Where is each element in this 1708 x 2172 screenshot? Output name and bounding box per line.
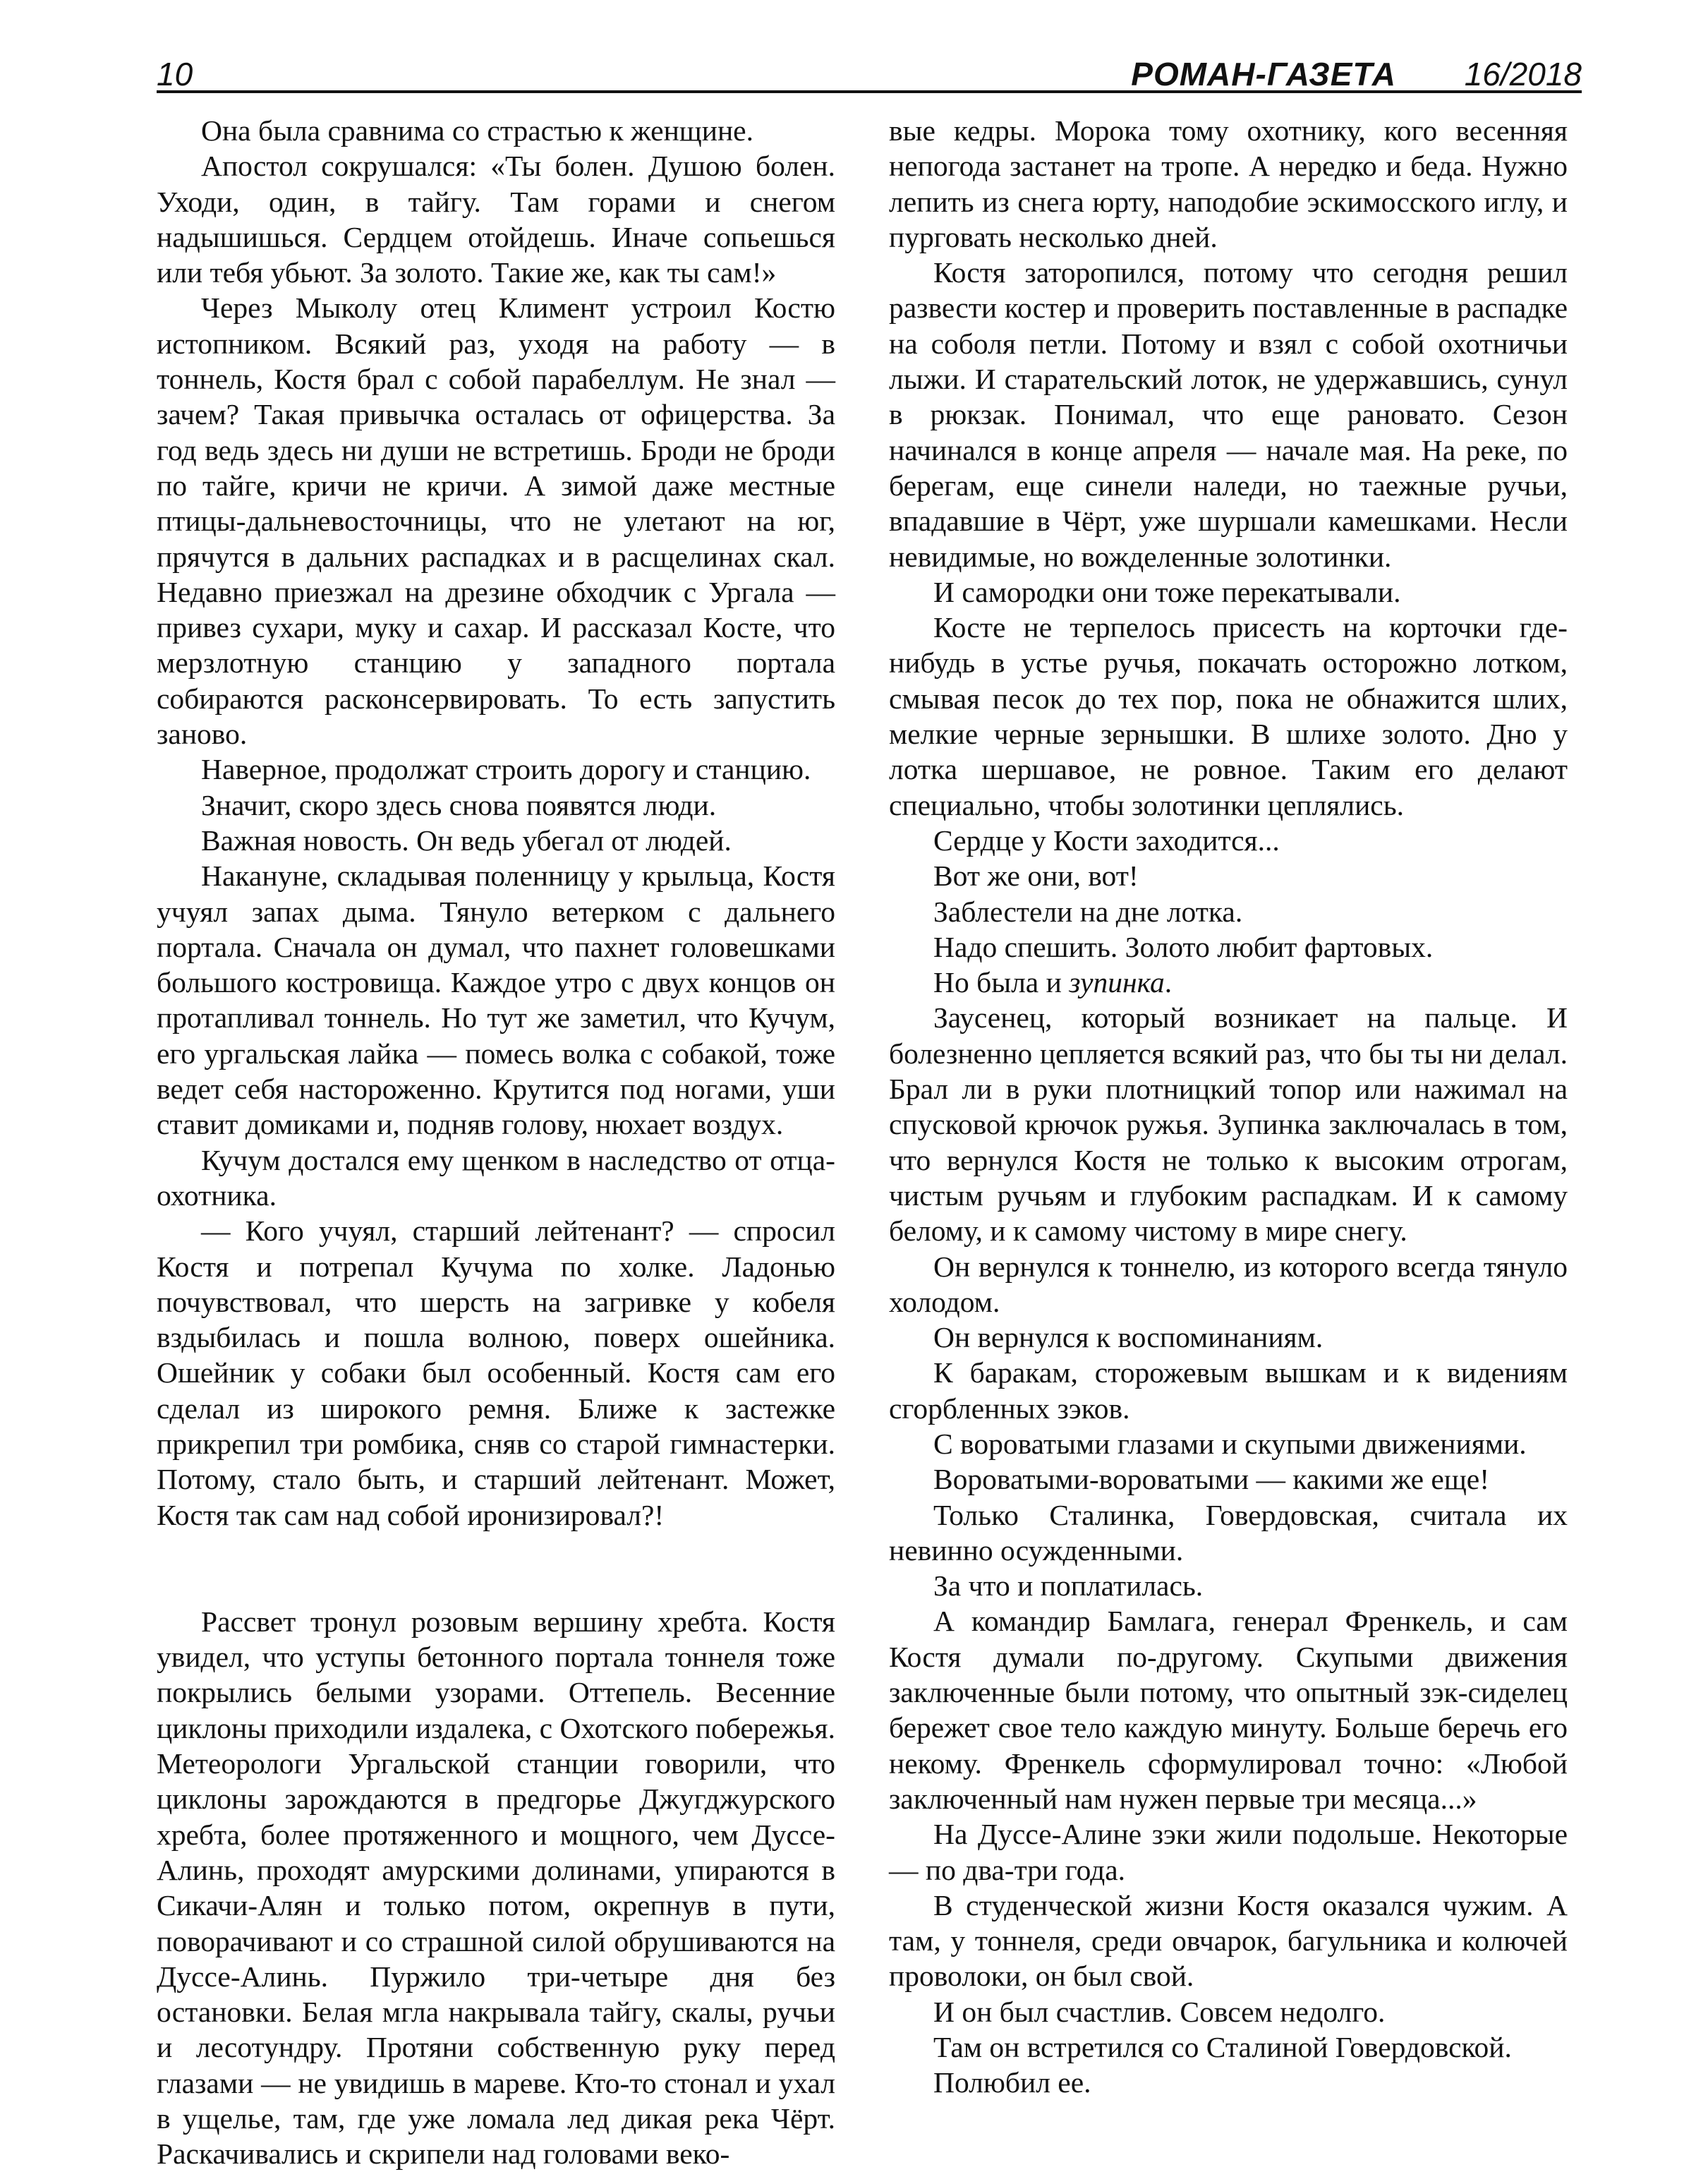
paragraph: Но была и зупинка. — [933, 966, 1173, 999]
issue-number: 16/2018 — [1464, 56, 1582, 92]
section-break — [157, 1533, 835, 1604]
paragraph: Заусенец, который возникает на пальце. И болезненно цепляется всякий раз, что бы ты ни делал. Брал ли в руки плотницкий топор или нажимал на спусковой крючок ружья. Зупинка заключалась в том, что вернулся Костя не только к высоким отрогам, чистым ручьям и глубоким распадкам. И к самому белому, и к самому чистому в мире снегу. — [889, 1001, 1568, 1248]
paragraph: За что и поплатилась. — [933, 1569, 1204, 1603]
italic-term: зупинка — [1069, 966, 1165, 999]
paragraph: Надо спешить. Золото любит фартовых. — [933, 930, 1434, 963]
paragraph: Важная новость. Он ведь убегал от людей. — [201, 823, 732, 857]
paragraph: Апостол сокрушался: «Ты болен. Душою болен. Уходи, один, в тайгу. Там горами и снегом надышишься. Сердцем отойдешь. Иначе сопьешься или тебя убьют. За золото. Такие же, как ты сам!» — [157, 150, 835, 289]
paragraph: Он вернулся к тоннелю, из которого всегда тянуло холодом. — [889, 1250, 1568, 1318]
paragraph: Полюбил ее. — [933, 2066, 1091, 2099]
paragraph: — Кого учуял, старший лейтенант? — спросил Костя и потрепал Кучума по холке. Ладонью почувствовал, что шерсть на загривке у кобеля вздыбилась и пошла волною, поверх ошейника. Ошейник у собаки был особенный. Костя сам его сделал из широкого ремня. Ближе к застежке прикрепил три ромбика, сняв со старой гимнастерки. Потому, стало быть, и старший лейтенант. Может, Костя так сам над собой иронизировал?! — [157, 1214, 835, 1531]
paragraph: Костя заторопился, потому что сегодня решил развести костер и проверить поставленные в распадке на соболя петли. Потому и взял с собой охотничьи лыжи. И старательский лоток, не удержавшись, сунул в рюкзак. Понимал, что еще рановато. Сезон начинался в конце апреля — начале мая. На реке, по берегам, еще синели наледи, но таежные ручьи, впадавшие в Чёрт, уже шуршали камешками. Несли невидимые, но вожделенные золотинки. — [889, 256, 1568, 573]
paragraph: С вороватыми глазами и скупыми движениями. — [933, 1427, 1527, 1460]
paragraph: Только Сталинка, Говердовская, считала их невинно осужденными. — [889, 1498, 1568, 1567]
paragraph: Он вернулся к воспоминаниям. — [933, 1321, 1324, 1354]
paragraph: Значит, скоро здесь снова появятся люди. — [201, 788, 717, 821]
paragraph: Через Мыколу отец Климент устроил Костю истопником. Всякий раз, уходя на работу — в тоннель, Костя брал с собой парабеллум. Не знал — зачем? Такая привычка осталась от офицерства. За год ведь здесь ни души не встретишь. Броди не броди по тайге, кричи не кричи. А зимой даже местные птицы-дальневосточницы, что не улетают на юг, прячутся в дальних распадках и в расщелинах скал. Недавно приезжал на дрезине обходчик с Ургала — привез сухари, муку и сахар. И рассказал Косте, что мерзлотную станцию у западного портала собираются расконсервировать. То есть запустить заново. — [157, 291, 835, 751]
paragraph: Наверное, продолжат строить дорогу и станцию. — [201, 753, 811, 786]
paragraph-continued: вые кедры. Морока тому охотнику, кого весенняя непогода застанет на тропе. А нередко и беда. Нужно лепить из снега юрту, наподобие эскимосского иглу, и пурговать несколько дней. — [889, 114, 1568, 253]
paragraph: Там он встретился со Сталиной Говердовской. — [933, 2031, 1512, 2064]
paragraph: Косте не терпелось присесть на корточки где-нибудь в устье ручья, покачать осторожно лотком, смывая песок до тех пор, пока не обнажится шлих, мелкие черные зернышки. В шлихе золото. Дно у лотка шершавое, не ровное. Таким его делают специально, чтобы золотинки цеплялись. — [889, 611, 1568, 821]
paragraph: Она была сравнима со страстью к женщине. — [201, 114, 753, 147]
paragraph: В студенческой жизни Костя оказался чужим. А там, у тоннеля, среди овчарок, багульника и колючей проволоки, он был свой. — [889, 1888, 1568, 1993]
paragraph: На Дуссе-Алине зэки жили подольше. Некоторые — по два-три года. — [889, 1818, 1568, 1886]
header-rule — [157, 90, 1582, 93]
paragraph: К баракам, сторожевым вышкам и к видениям сгорбленных зэков. — [889, 1356, 1568, 1425]
paragraph: Заблестели на дне лотка. — [933, 895, 1243, 928]
page-number: 10 — [157, 56, 193, 92]
paragraph: Рассвет тронул розовым вершину хребта. Костя увидел, что уступы бетонного портала тоннеля тоже покрылись белыми узорами. Оттепель. Весенние циклоны приходили издалека, с Охотского побережья. Метеорологи Ургальской станции говорили, что циклоны зарождаются в предгорье Джугджурского хребта, более протяженного и мощного, чем Дуссе-Алинь, проходят амурскими долинами, упираются в Сикачи-Алян и только потом, окрепнув в пути, поворачивают и со страшной силой обрушиваются на Дуссе-Алинь. Пуржило три-четыре дня без остановки. Белая мгла накрывала тайгу, скалы, ручьи и лесотундру. Протяни собственную руку перед глазами — не увидишь в мареве. Кто-то стонал и ухал в ущелье, там, где уже ломала лед дикая река Чёрт. Раскачивались и скрипели над головами веко- — [157, 1605, 835, 2171]
paragraph: Вот же они, вот! — [933, 859, 1139, 893]
paragraph: И самородки они тоже перекатывали. — [933, 575, 1401, 608]
paragraph: Кучум достался ему щенком в наследство от отца-охотника. — [157, 1143, 835, 1212]
paragraph: И он был счастлив. Совсем недолго. — [933, 1995, 1386, 2028]
left-column — [157, 113, 835, 2172]
paragraph: Сердце у Кости заходится... — [933, 823, 1280, 857]
paragraph: Вороватыми-вороватыми — какими же еще! — [933, 1463, 1490, 1496]
publication-title: РОМАН-ГАЗЕТА — [1131, 56, 1396, 92]
page-header — [157, 55, 1582, 93]
paragraph: А командир Бамлага, генерал Френкель, и сам Костя думали по-другому. Скупыми движения заключенные были потому, что опытный зэк-сиделец бережет свое тело каждую минуту. Больше беречь его некому. Френкель сформулировал точно: «Любой заключенный нам нужен первые три месяца...» — [889, 1605, 1568, 1815]
paragraph: Накануне, складывая поленницу у крыльца, Костя учуял запах дыма. Тянуло ветерком с дальнего портала. Сначала он думал, что пахнет головешками большого костровища. Каждое утро с двух концов он протапливал тоннель. Но тут же заметил, что Кучум, его ургальская лайка — помесь волка с собакой, тоже ведет себя настороженно. Крутится под ногами, уши ставит домиками и, подняв голову, нюхает воздух. — [157, 859, 835, 1141]
paragraph-text: Но была и — [933, 966, 1070, 999]
right-column — [889, 113, 1568, 2101]
